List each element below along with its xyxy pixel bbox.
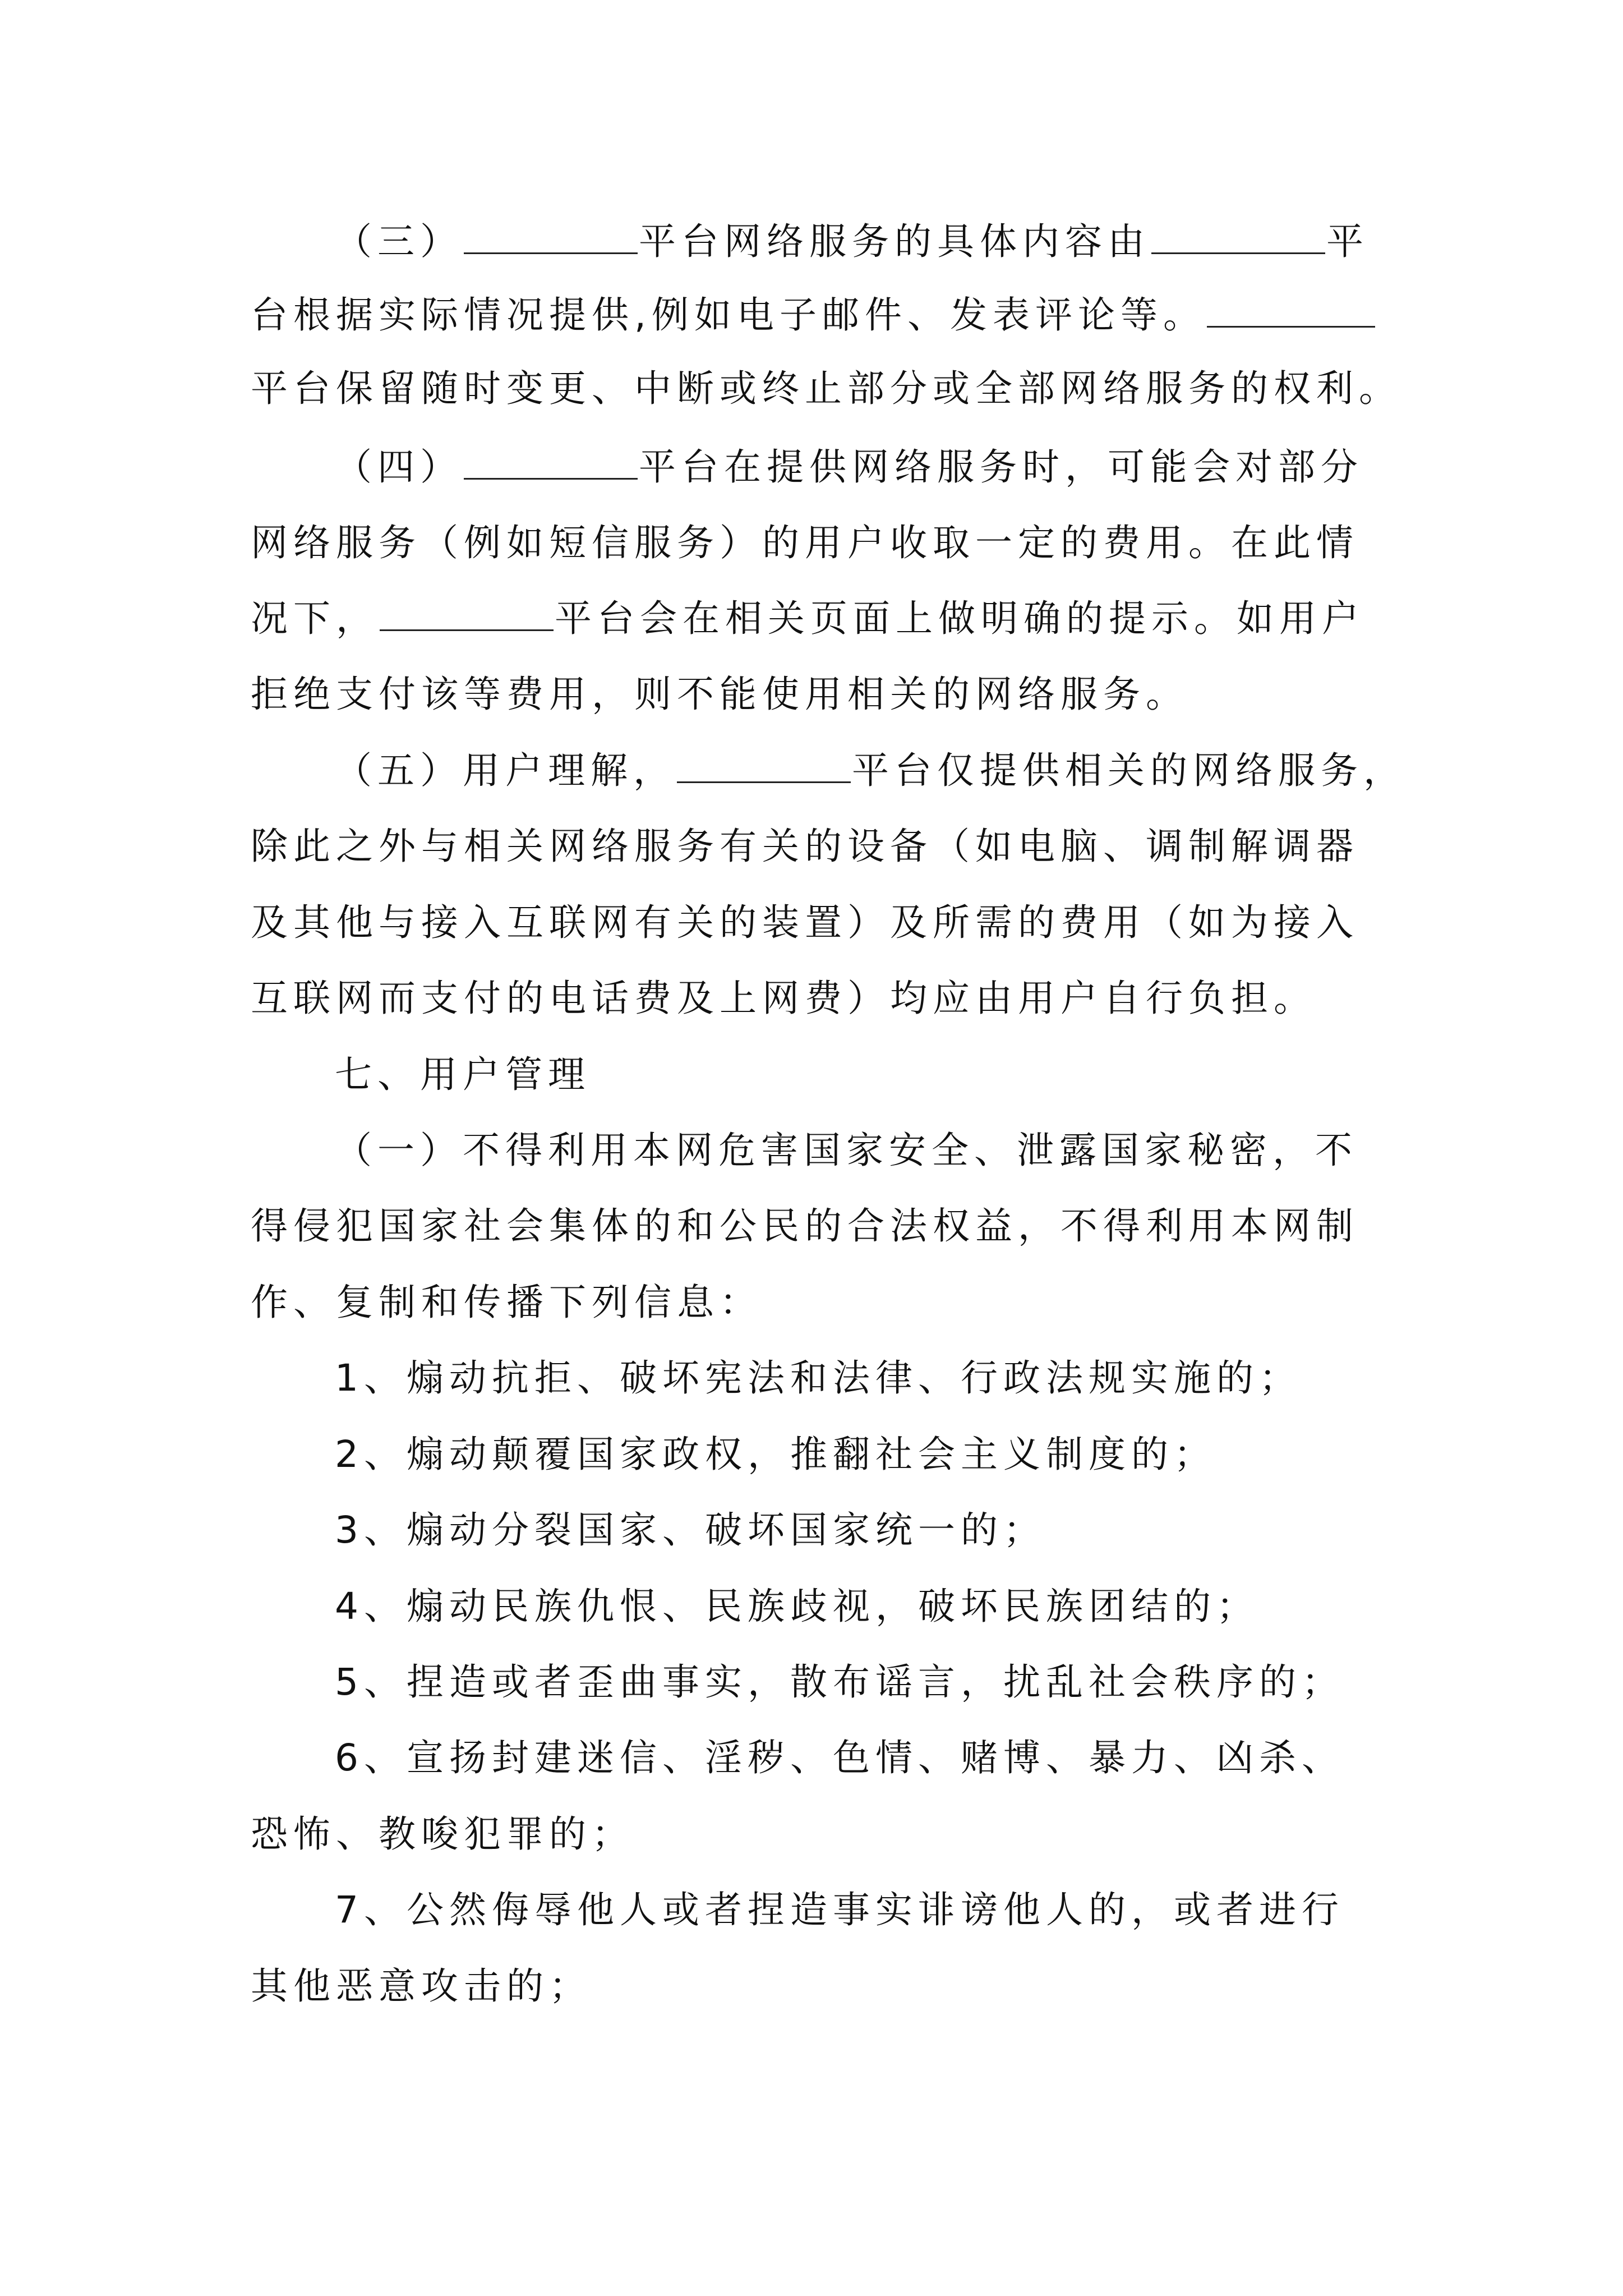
clause-4-text-5: 拒绝支付该等费用，则不能使用相关的网络服务。 bbox=[251, 673, 1188, 716]
section-heading-text: 七、用户管理 bbox=[335, 1053, 591, 1096]
list-item-6-line-2 bbox=[251, 1809, 634, 1860]
clause-3-line-1 bbox=[335, 217, 1369, 267]
clause-4-line-4 bbox=[251, 669, 1188, 720]
clause-text: （一）不得利用本网危害国家安全、泄露国家秘密，不 bbox=[335, 1129, 1358, 1172]
clause-4-text-2: 网络服务（例如短信服务）的用户收取一定的费用。在此情 bbox=[251, 521, 1359, 564]
clause-5-text-2: 平台仅提供相关的网络服务， bbox=[852, 749, 1406, 792]
clause-4-text-4: 平台会在相关页面上做明确的提示。如用户 bbox=[555, 597, 1364, 640]
platform-name-blank bbox=[380, 595, 554, 631]
section-7-heading bbox=[335, 1050, 591, 1100]
clause-5-text-3: 除此之外与相关网络服务有关的设备（如电脑、调制解调器 bbox=[251, 825, 1359, 868]
clause-text: 作、复制和传播下列信息： bbox=[251, 1281, 762, 1324]
clause-4-line-2 bbox=[251, 518, 1359, 568]
list-item-4 bbox=[335, 1581, 1259, 1632]
list-item-text: 4、煽动民族仇恨、民族歧视，破坏民族团结的； bbox=[335, 1585, 1259, 1628]
clause-text: 得侵犯国家社会集体的和公民的合法权益，不得利用本网制 bbox=[251, 1204, 1359, 1248]
clause-5-text-5: 互联网而支付的电话费及上网费）均应由用户自行负担。 bbox=[251, 977, 1316, 1020]
clause-5-line-4 bbox=[251, 973, 1316, 1024]
clause-3-text-1: 平台网络服务的具体内容由 bbox=[639, 220, 1150, 263]
section-7-clause-1-line-2 bbox=[251, 1201, 1359, 1251]
clause-5-text-1: （五）用户理解， bbox=[335, 749, 676, 792]
list-item-7-line-2 bbox=[251, 1961, 592, 2012]
platform-name-blank bbox=[464, 443, 638, 480]
list-item-5 bbox=[335, 1657, 1344, 1708]
clause-3-line-3 bbox=[251, 364, 1401, 414]
list-item-2 bbox=[335, 1429, 1216, 1480]
section-7-clause-1-line-3 bbox=[251, 1277, 762, 1328]
list-item-text: 6、宣扬封建迷信、淫秽、色情、赌博、暴力、凶杀、 bbox=[335, 1736, 1344, 1779]
list-item-text: 1、煽动抗拒、破坏宪法和法律、行政法规实施的； bbox=[335, 1356, 1302, 1400]
list-item-text: 其他恶意攻击的； bbox=[251, 1964, 592, 2008]
clause-3-text-4: 平台保留随时变更、中断或终止部分或全部网络服务的权利。 bbox=[251, 367, 1401, 410]
list-item-text: 5、捏造或者歪曲事实，散布谣言，扰乱社会秩序的； bbox=[335, 1660, 1344, 1704]
clause-5-line-3 bbox=[251, 898, 1359, 948]
clause-3-number: （三） bbox=[335, 220, 463, 263]
platform-name-blank bbox=[464, 218, 638, 254]
list-item-3 bbox=[335, 1505, 1046, 1556]
clause-5-line-1 bbox=[335, 746, 1406, 796]
clause-4-text-3: 况下， bbox=[251, 597, 379, 640]
platform-name-blank bbox=[1207, 291, 1375, 328]
list-item-6-line-1 bbox=[335, 1733, 1344, 1783]
list-item-7-line-1 bbox=[335, 1885, 1344, 1935]
clause-3-text-2: 平 bbox=[1326, 220, 1369, 263]
clause-4-line-1 bbox=[335, 442, 1363, 493]
clause-4-number: （四） bbox=[335, 445, 463, 489]
list-item-text: 2、煽动颠覆国家政权，推翻社会主义制度的； bbox=[335, 1433, 1216, 1476]
clause-4-text-1: 平台在提供网络服务时，可能会对部分 bbox=[639, 445, 1363, 489]
clause-5-text-4: 及其他与接入互联网有关的装置）及所需的费用（如为接入 bbox=[251, 901, 1359, 944]
clause-3-line-2 bbox=[251, 290, 1376, 341]
list-item-text: 7、公然侮辱他人或者捏造事实诽谤他人的，或者进行 bbox=[335, 1888, 1344, 1931]
list-item-text: 3、煽动分裂国家、破坏国家统一的； bbox=[335, 1508, 1046, 1552]
platform-name-blank bbox=[1151, 218, 1325, 254]
clause-5-line-2 bbox=[251, 821, 1359, 872]
clause-4-line-3 bbox=[251, 593, 1364, 644]
platform-name-blank bbox=[677, 747, 851, 783]
clause-3-text-3: 台根据实际情况提供,例如电子邮件、发表评论等。 bbox=[251, 293, 1206, 337]
section-7-clause-1-line-1 bbox=[335, 1125, 1358, 1176]
list-item-1 bbox=[335, 1353, 1302, 1404]
list-item-text: 恐怖、教唆犯罪的； bbox=[251, 1812, 634, 1856]
